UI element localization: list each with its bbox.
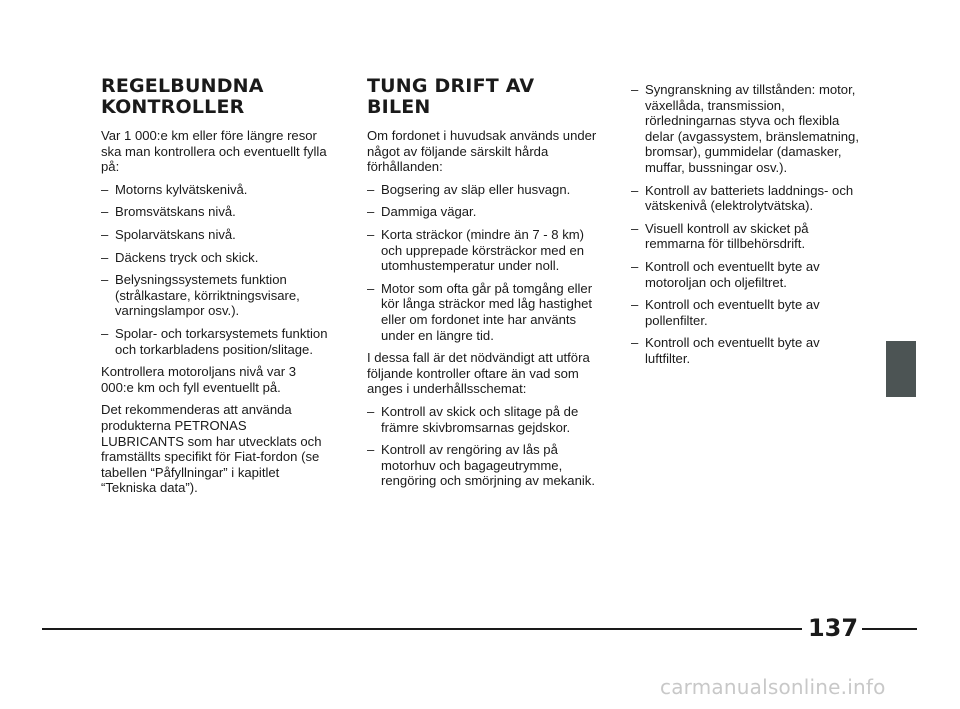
section-heading-regelbundna-kontroller [101, 76, 329, 118]
extra-checks-list [367, 404, 599, 489]
footer-rule-right [862, 628, 917, 630]
list-item: – Motor som ofta går på tomgång eller kör långa sträckor med låg hastighet eller om fordonet inte har använts under en längre tid. [367, 281, 599, 343]
intro-paragraph: Var 1 000:e km eller före längre resor ska man kontrollera och eventuellt fylla på: [101, 128, 327, 175]
list-item: – Belysningssystemets funktion (strålkastare, körriktningsvisare, varningslampor osv.). [101, 272, 329, 319]
list-item: – Kontroll och eventuellt byte av pollenfilter. [631, 297, 863, 328]
frequency-paragraph: I dessa fall är det nödvändigt att utföra följande kontroller oftare än vad som anges i underhållsschemat: [367, 350, 590, 397]
list-item: – Kontroll av rengöring av lås på motorhuv och bagageutrymme, rengöring och smörjning av mekanik. [367, 442, 599, 489]
list-item: – Motorns kylvätskenivå. [101, 182, 329, 198]
list-item: – Spolarvätskans nivå. [101, 227, 329, 243]
list-item: – Bromsvätskans nivå. [101, 204, 329, 220]
heading-line-2: KONTROLLER [101, 96, 245, 118]
list-item: – Bogsering av släp eller husvagn. [367, 182, 599, 198]
list-item: – Kontroll och eventuellt byte av luftfilter. [631, 335, 863, 366]
watermark-text: carmanualsonline.info [660, 675, 886, 699]
section-heading-tung-drift: TUNG DRIFT AV BILEN [367, 75, 535, 118]
check-list [101, 182, 329, 357]
list-item: – Visuell kontroll av skicket på remmarna för tillbehörsdrift. [631, 221, 863, 252]
list-item: – Däckens tryck och skick. [101, 250, 329, 266]
heading-line-1: REGELBUNDNA [101, 75, 264, 97]
list-item: – Korta sträckor (mindre än 7 - 8 km) och upprepade körsträckor med en utomhustemperatur under noll. [367, 227, 599, 274]
list-item: – Kontroll och eventuellt byte av motoroljan och oljefiltret. [631, 259, 863, 290]
page-number: 137 [807, 614, 859, 642]
recommendation-paragraph: Det rekommenderas att använda produkterna PETRONAS LUBRICANTS som har utvecklats och framställts specifikt för Fiat-fordon (se tabellen “Påfyllningar” i kapitlet “Tekniska data”). [101, 402, 322, 496]
list-item: – Kontroll av batteriets laddnings- och vätskenivå (elektrolytvätska). [631, 183, 863, 214]
inspection-list [631, 82, 863, 367]
intro-paragraph: Om fordonet i huvudsak används under något av följande särskilt hårda förhållanden: [367, 128, 597, 175]
list-item: – Kontroll av skick och slitage på de främre skivbromsarnas gejdskor. [367, 404, 599, 435]
chapter-tab-marker [886, 341, 916, 397]
list-item: – Syngranskning av tillstånden: motor, växellåda, transmission, rörledningarnas styva och flexibla delar (avgassystem, bränslematning, bromsar), gummidelar (damasker, muffar, bussningar osv.). [631, 82, 863, 176]
conditions-list [367, 182, 599, 343]
middle-column [367, 76, 599, 496]
oil-paragraph: Kontrollera motoroljans nivå var 3 000:e km och fyll eventuellt på. [101, 364, 297, 395]
footer-rule-left [42, 628, 802, 630]
right-column [631, 82, 863, 374]
left-column [101, 76, 329, 503]
list-item: – Spolar- och torkarsystemets funktion och torkarbladens position/slitage. [101, 326, 329, 357]
list-item: – Dammiga vägar. [367, 204, 599, 220]
